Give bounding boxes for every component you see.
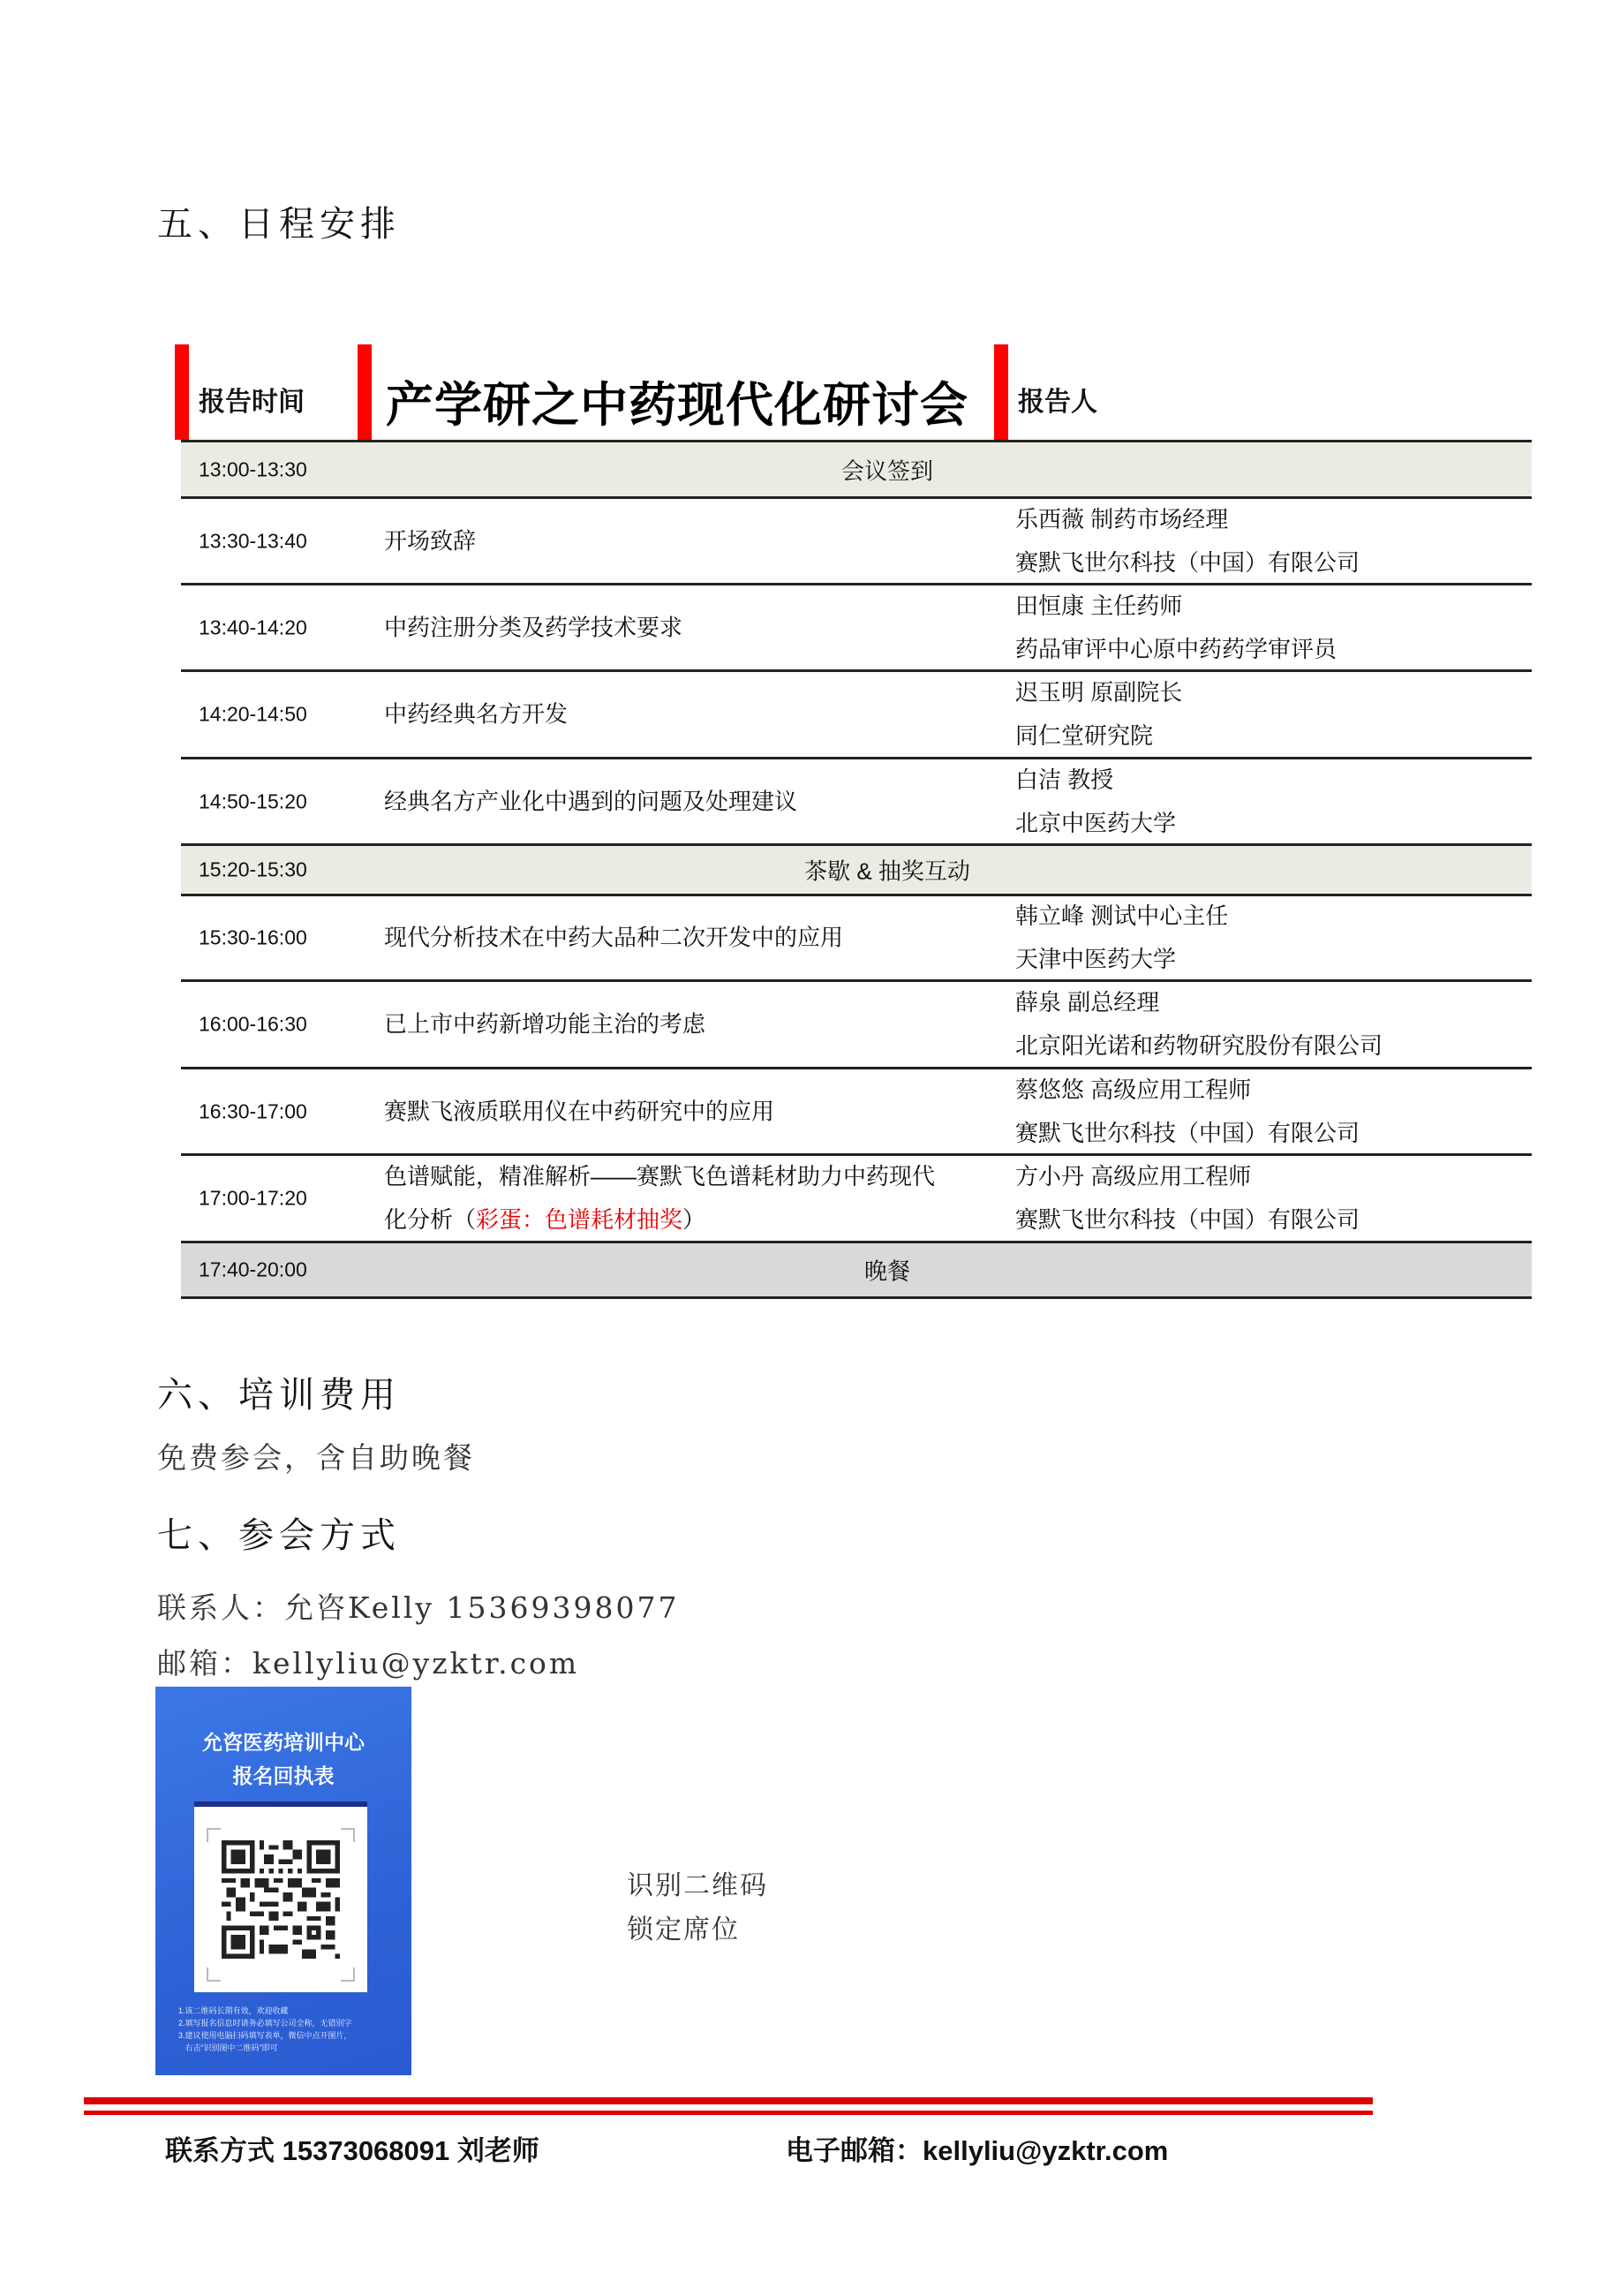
scan-corner-icon — [207, 1828, 221, 1842]
row-time: 13:30-13:40 — [199, 529, 307, 552]
topic-text: ） — [682, 1206, 706, 1233]
row-topic: 开场致辞 — [384, 527, 477, 554]
fee-text: 免费参会，含自助晚餐 — [157, 1440, 475, 1475]
contact-email: 邮箱：kellyliu@yzktr.com — [157, 1646, 580, 1680]
schedule-row — [181, 982, 1532, 1069]
speaker-org: 北京中医药大学 — [1015, 809, 1177, 836]
row-topic: 已上市中药新增功能主治的考虑 — [384, 1010, 706, 1038]
section-title-fee: 六、培训费用 — [157, 1375, 401, 1416]
row-speaker — [1015, 1155, 1360, 1242]
speaker-name-title: 方小丹 高级应用工程师 — [1015, 1163, 1252, 1190]
row-time: 14:20-14:50 — [199, 702, 307, 726]
qr-note: 右击“识别图中二维码”即可 — [178, 2043, 278, 2052]
qr-note: 3.建议使用电脑扫码填写表单，微信中点开图片， — [178, 2031, 352, 2040]
section-title-join: 七、参会方式 — [157, 1515, 401, 1556]
row-speaker — [1015, 895, 1228, 981]
schedule-row-break — [181, 442, 1532, 499]
scan-corner-icon — [341, 1828, 355, 1842]
scan-corner-icon — [207, 1967, 221, 1982]
qr-note: 1.该二维码长期有效，欢迎收藏 — [178, 2006, 289, 2015]
contact-person: 联系人：允咨Kelly 15369398077 — [157, 1590, 680, 1625]
qr-caption-line-1: 识别二维码 — [627, 1870, 768, 1901]
qr-card-notes — [178, 2005, 352, 2054]
footer-email: 电子邮箱：kellyliu@yzktr.com — [786, 2135, 1169, 2166]
topic-line-2 — [384, 1198, 1002, 1242]
row-topic: 中药注册分类及药学技术要求 — [384, 614, 683, 640]
qr-code-frame — [194, 1801, 367, 1992]
speaker-org: 赛默飞世尔科技（中国）有限公司 — [1015, 548, 1360, 576]
row-time: 17:00-17:20 — [199, 1186, 307, 1210]
row-time: 13:00-13:30 — [199, 457, 307, 480]
row-time: 16:30-17:00 — [199, 1099, 307, 1122]
schedule-row-break — [181, 1243, 1532, 1299]
red-accent-bar — [994, 344, 1008, 440]
schedule-row — [181, 759, 1532, 846]
qr-card-title — [155, 1726, 411, 1793]
speaker-name-title: 蔡悠悠 高级应用工程师 — [1015, 1076, 1252, 1103]
schedule-row — [181, 1156, 1532, 1243]
red-accent-bar — [175, 344, 189, 440]
schedule-row — [181, 672, 1532, 759]
registration-qr-card[interactable] — [155, 1687, 411, 2075]
schedule-row-break — [181, 846, 1532, 896]
schedule-row — [181, 585, 1532, 672]
footer-divider — [84, 2111, 1373, 2115]
row-break-text: 晚餐 — [863, 1258, 910, 1285]
speaker-org: 赛默飞世尔科技（中国）有限公司 — [1015, 1206, 1360, 1233]
qr-code-icon[interactable] — [222, 1840, 340, 1959]
row-topic — [384, 1155, 1002, 1242]
row-speaker — [1015, 759, 1176, 845]
header-time-label: 报告时间 — [199, 388, 305, 417]
row-topic: 赛默飞液质联用仪在中药研究中的应用 — [384, 1098, 775, 1124]
speaker-name-title: 薛泉 副总经理 — [1015, 989, 1160, 1016]
row-time: 17:40-20:00 — [199, 1258, 307, 1281]
header-speaker-label: 报告人 — [1018, 388, 1097, 417]
speaker-name-title: 韩立峰 测试中心主任 — [1015, 903, 1229, 929]
row-break-text: 会议签到 — [840, 457, 933, 484]
topic-text: 化分析（ — [384, 1206, 477, 1233]
speaker-org: 北京阳光诺和药物研究股份有限公司 — [1015, 1032, 1383, 1059]
row-time: 13:40-14:20 — [199, 616, 307, 638]
row-speaker — [1015, 1069, 1360, 1155]
row-topic: 经典名方产业化中遇到的问题及处理建议 — [384, 788, 798, 814]
speaker-name-title: 迟玉明 原副院长 — [1015, 679, 1183, 706]
row-time: 14:50-15:20 — [199, 789, 307, 812]
row-time: 16:00-16:30 — [199, 1012, 307, 1036]
schedule-row — [181, 499, 1532, 585]
speaker-name-title: 乐西薇 制药市场经理 — [1015, 505, 1229, 532]
schedule-row — [181, 1069, 1532, 1156]
speaker-org: 同仁堂研究院 — [1015, 722, 1154, 749]
footer-divider — [84, 2097, 1373, 2104]
speaker-org: 药品审评中心原中药药学审评员 — [1015, 635, 1337, 662]
row-speaker — [1015, 585, 1337, 671]
qr-title-line-1: 允咨医药培训中心 — [202, 1731, 365, 1754]
speaker-org: 赛默飞世尔科技（中国）有限公司 — [1015, 1119, 1360, 1146]
section-title-schedule: 五、日程安排 — [157, 204, 401, 245]
red-accent-bar — [358, 344, 372, 440]
qr-title-line-2: 报名回执表 — [232, 1764, 335, 1787]
row-speaker — [1015, 981, 1383, 1068]
footer-contact: 联系方式 15373068091 刘老师 — [165, 2135, 539, 2166]
speaker-name-title: 白洁 教授 — [1015, 766, 1114, 793]
row-time: 15:30-16:00 — [199, 925, 307, 949]
speaker-name-title: 田恒康 主任药师 — [1015, 592, 1183, 619]
schedule-title: 产学研之中药现代化研讨会 — [386, 379, 968, 432]
row-time: 15:20-15:30 — [199, 857, 307, 881]
row-break-text: 茶歇 & 抽奖互动 — [804, 857, 970, 885]
qr-caption-line-2: 锁定席位 — [627, 1915, 740, 1945]
schedule-header — [181, 344, 1532, 442]
row-speaker — [1015, 671, 1182, 758]
row-speaker — [1015, 498, 1360, 585]
qr-note: 2.填写报名信息时请务必填写公司全称，无错别字 — [178, 2019, 352, 2028]
speaker-org: 天津中医药大学 — [1015, 946, 1177, 972]
row-topic: 现代分析技术在中药大品种二次开发中的应用 — [384, 924, 844, 951]
scan-corner-icon — [341, 1967, 355, 1982]
easter-egg-highlight: 彩蛋：色谱耗材抽奖 — [476, 1206, 683, 1233]
row-topic: 中药经典名方开发 — [384, 700, 569, 728]
schedule-table — [181, 344, 1532, 1299]
topic-line-1: 色谱赋能，精准解析——赛默飞色谱耗材助力中药现代 — [384, 1163, 936, 1190]
schedule-row — [181, 896, 1532, 982]
